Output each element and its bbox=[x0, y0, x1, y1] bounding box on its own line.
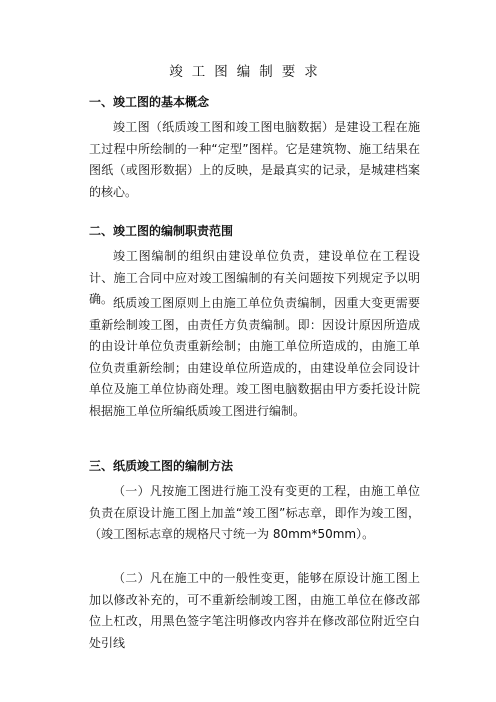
section-2-paragraph-2: 纸质竣工图原则上由施工单位负责编制，因重大变更需要重新绘制竣工图，由责任方负责编制。即：因设计原因所造成的由设计单位负责重新绘制；由施工单位所造成的，由施工单位负责重新绘制；由建设单位所造成的，由建设单位会同设计单位及施工单位协商处理。竣工图电脑数据由甲方委托设计院根据施工单位所编纸质竣工图进行编制。 bbox=[89, 296, 420, 418]
section-3-paragraph-1: （一）凡按施工图进行施工没有变更的工程，由施工单位负责在原设计施工图上加盖“竣工图”标志章，即作为竣工图，（竣工图标志章的规格尺寸统一为 80mm*50mm）。 bbox=[89, 484, 420, 541]
section-heading-1: 一、竣工图的基本概念 bbox=[89, 95, 210, 109]
section-3-paragraph-2: （二）凡在施工中的一般性变更，能够在原设计施工图上加以修改补充的，可不重新绘制竣工图，由施工单位在修改部位上杠改，用黑色签字笔注明修改内容并在修改部位附近空白处引线 bbox=[89, 571, 420, 650]
section-1-paragraph-1: 竣工图（纸质竣工图和竣工图电脑数据）是建设工程在施工过程中所绘制的一种“定型”图样。它是建筑物、施工结果在图纸（或图形数据）上的反映，是最真实的记录，是城建档案的核心。 bbox=[89, 120, 420, 199]
document-title: 竣工图编制要求 bbox=[169, 64, 327, 80]
section-2-paragraph-1: 竣工图编制的组织由建设单位负责，建设单位在工程设计、施工合同中应对竣工图编制的有关问题按下列规定予以明确。 bbox=[89, 249, 420, 306]
section-heading-3: 三、纸质竣工图的编制方法 bbox=[89, 459, 234, 473]
section-heading-2: 二、竣工图的编制职责范围 bbox=[89, 224, 234, 238]
